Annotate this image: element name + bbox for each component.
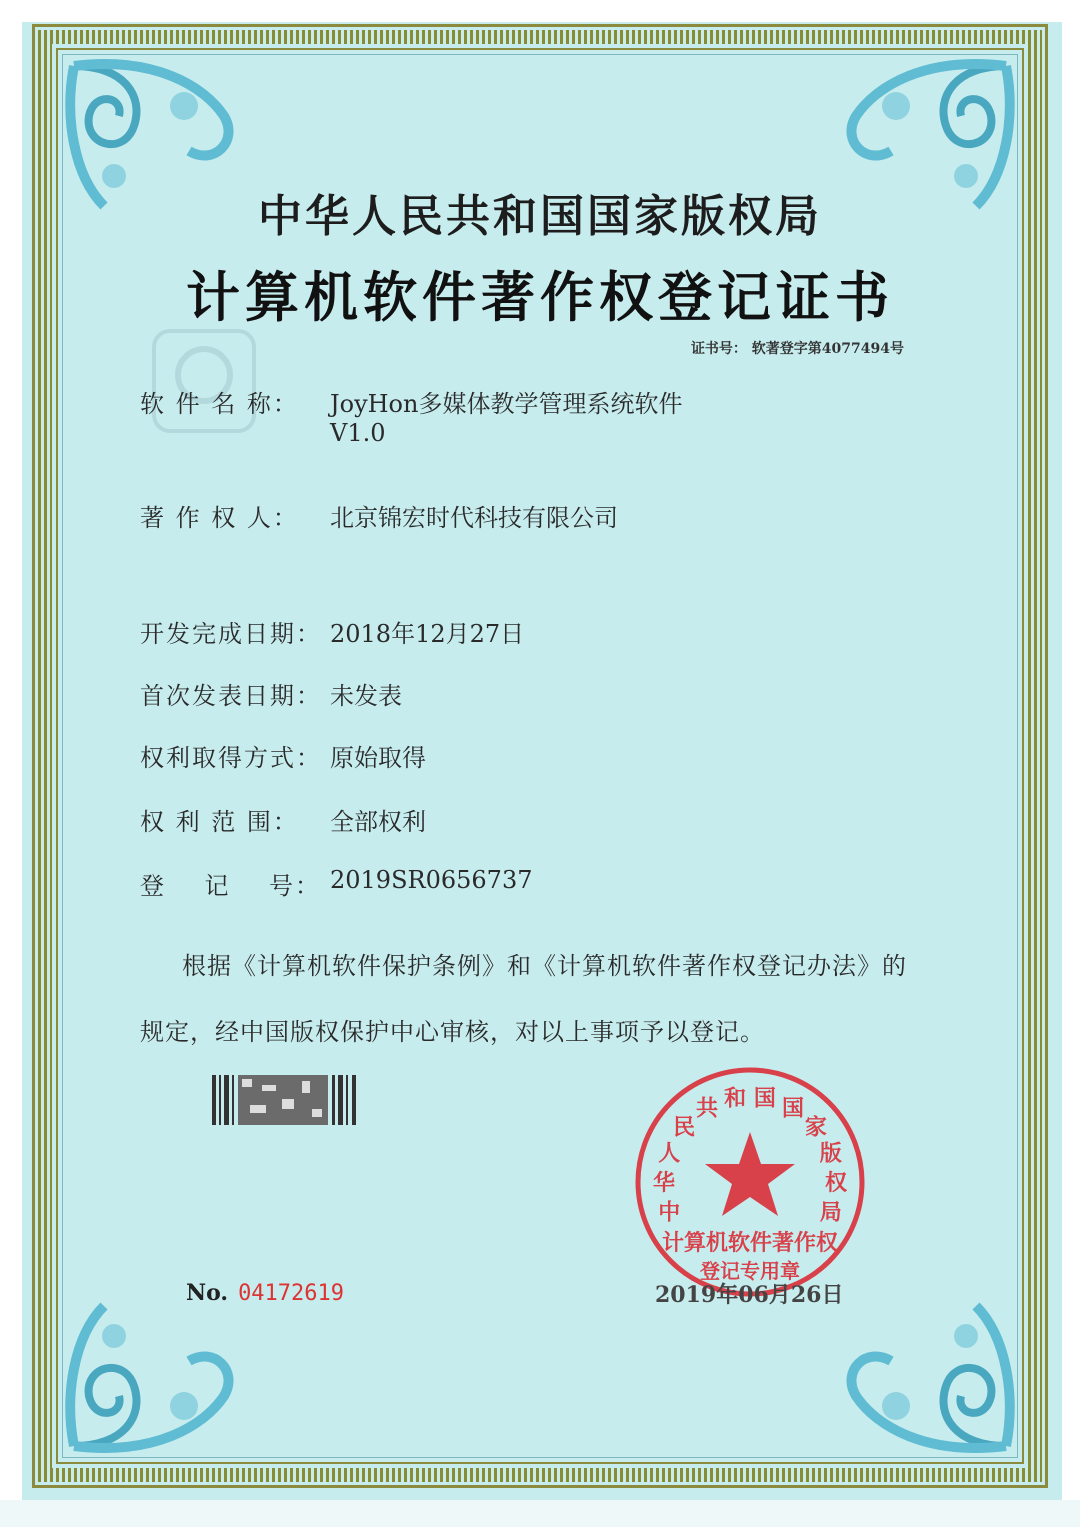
seal-outer-text: 中华人民共 和 国 国家版权局 [652,1086,848,1226]
row-dev-date [140,614,524,649]
row-software-name [140,384,682,447]
seal-inner-line2: 登记专用章 [700,1259,800,1283]
pub-date-value: 未发表 [330,682,402,710]
body-text-line1: 根据《计算机软件保护条例》和《计算机软件著作权登记办法》的 [182,952,907,980]
corner-ornament-bottom-right [776,1286,1016,1456]
scope-label: 权 利 范 围： [140,808,299,836]
owner-value: 北京锦宏时代科技有限公司 [330,504,618,532]
pub-date-label: 首次发表日期： [140,682,322,710]
dev-date-label: 开发完成日期： [140,620,322,648]
acquire-label: 权利取得方式： [140,744,322,772]
body-text-line2: 规定，经中国版权保护中心审核，对以上事项予以登记。 [140,1018,765,1046]
issue-date: 2019年06月26日 [655,1282,844,1308]
registration-value: 2019SR0656737 [330,866,533,894]
certificate-number: 证书号： 软著登字第4077494号 [690,341,904,357]
row-scope [140,802,426,837]
seal-inner-line1: 计算机软件著作权 [661,1231,839,1256]
page-bottom-band [0,1500,1080,1527]
row-registration [140,866,532,901]
registration-label: 登 记 号： [140,872,322,900]
issuing-authority: 中华人民共和国国家版权局 [258,191,822,242]
row-owner [140,498,618,533]
software-name-line1: JoyHon多媒体教学管理系统软件 [330,390,683,418]
scope-value: 全部权利 [330,808,426,836]
serial-number-label: No. [186,1280,229,1306]
software-name-label: 软 件 名 称： [140,390,299,418]
acquire-value: 原始取得 [330,744,426,772]
owner-label: 著 作 权 人： [140,504,299,532]
dev-date-value: 2018年12月27日 [330,620,525,648]
serial-number [186,1280,344,1306]
barcode-icon [212,1075,362,1125]
software-name-value [330,384,682,447]
corner-ornament-bottom-left [64,1286,304,1456]
software-name-line2: V1.0 [330,419,386,447]
serial-number-value: 04172619 [238,1281,345,1306]
official-seal [630,1062,870,1302]
row-acquire [140,738,426,773]
certificate-title: 计算机软件著作权登记证书 [186,265,894,329]
row-pub-date [140,676,402,711]
